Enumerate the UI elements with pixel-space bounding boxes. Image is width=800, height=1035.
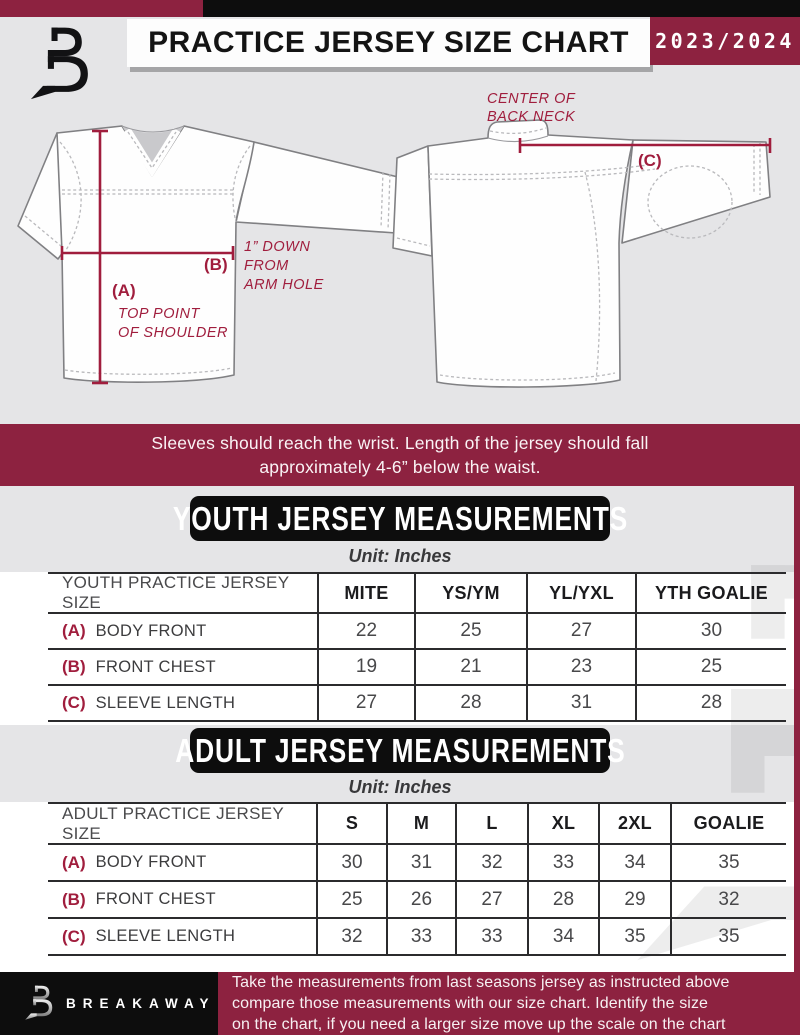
youth-table-header-ylyxl: YL/YXL: [526, 574, 635, 614]
fit-notice-line1: Sleeves should reach the wrist. Length of the jersey should fall: [151, 433, 649, 453]
adult-unit-label: Unit: Inches: [348, 777, 452, 797]
table-cell: 26: [386, 882, 455, 919]
table-cell: 30: [635, 614, 786, 650]
adult-table-header-m: M: [386, 804, 455, 845]
table-cell: 19: [317, 650, 414, 686]
adult-table-header-2xl: 2XL: [598, 804, 670, 845]
table-cell: 25: [635, 650, 786, 686]
table-cell: 32: [455, 845, 527, 882]
youth-table-header-label: YOUTH PRACTICE JERSEY SIZE: [48, 574, 317, 614]
table-cell: 25: [316, 882, 386, 919]
table-cell: 33: [527, 845, 598, 882]
table-cell: 34: [598, 845, 670, 882]
page-title: PRACTICE JERSEY SIZE CHART: [148, 26, 629, 59]
adult-size-table: [48, 802, 786, 956]
label-c-note-line1: CENTER OF: [487, 91, 576, 107]
table-cell: 28: [527, 882, 598, 919]
table-cell: 22: [317, 614, 414, 650]
youth-table-header-goalie: YTH GOALIE: [635, 574, 786, 614]
youth-row-label-front-chest: (B) FRONT CHEST: [48, 650, 317, 686]
jersey-measurement-diagram: [0, 80, 800, 425]
youth-table-header-mite: MITE: [317, 574, 414, 614]
youth-row-label-sleeve-length: (C) SLEEVE LENGTH: [48, 686, 317, 722]
label-c-note-line2: BACK NECK: [487, 109, 576, 125]
table-cell: 35: [670, 845, 786, 882]
footer-instructions-panel: [218, 972, 800, 1035]
table-cell: 32: [316, 919, 386, 956]
right-accent-strip: [794, 486, 800, 972]
table-cell: 27: [317, 686, 414, 722]
adult-row-label-sleeve-length: (C) SLEEVE LENGTH: [48, 919, 316, 956]
label-c: (C): [638, 151, 662, 170]
front-jersey-illustration: [18, 126, 398, 383]
label-a: (A): [112, 281, 136, 300]
adult-table-header-goalie: GOALIE: [670, 804, 786, 845]
table-cell: 31: [526, 686, 635, 722]
table-cell: 30: [316, 845, 386, 882]
season-badge: [650, 17, 800, 65]
top-black-bar: [203, 0, 800, 17]
back-jersey-illustration: [393, 91, 770, 387]
adult-table-header-label: ADULT PRACTICE JERSEY SIZE: [48, 804, 316, 845]
youth-unit-label: Unit: Inches: [348, 546, 452, 566]
table-cell: 35: [670, 919, 786, 956]
table-cell: 23: [526, 650, 635, 686]
adult-row-label-front-chest: (B) FRONT CHEST: [48, 882, 316, 919]
table-cell: 32: [670, 882, 786, 919]
fit-notice-banner: [0, 424, 800, 486]
table-cell: 35: [598, 919, 670, 956]
youth-row-label-body-front: (A) BODY FRONT: [48, 614, 317, 650]
adult-row-label-body-front: (A) BODY FRONT: [48, 845, 316, 882]
label-a-note-line1: TOP POINT: [118, 306, 200, 322]
footer-instructions: [218, 972, 730, 1035]
table-cell: 25: [414, 614, 526, 650]
adult-section-heading-banner: [174, 728, 626, 773]
table-cell: 31: [386, 845, 455, 882]
footer-brand-name: BREAKAWAY: [66, 996, 216, 1011]
footer-instructions-line1: Take the measurements from last seasons jersey as instructed above: [232, 974, 730, 991]
youth-section-heading: YOUTH JERSEY MEASUREMENTS: [172, 499, 628, 537]
footer-instructions-line3: on the chart, if you need a larger size move up the scale on the chart: [232, 1016, 726, 1033]
table-cell: 28: [414, 686, 526, 722]
label-b: (B): [204, 255, 228, 274]
top-maroon-bar: [0, 0, 203, 17]
adult-table-header-s: S: [316, 804, 386, 845]
season-label: 2023/2024: [655, 29, 795, 53]
table-cell: 21: [414, 650, 526, 686]
footer-instructions-line2: compare those measurements with our size chart. Identify the size: [232, 995, 709, 1012]
label-b-note-line1: 1” DOWN: [244, 239, 311, 255]
label-b-note-line3: ARM HOLE: [244, 277, 324, 293]
footer-b-logo-icon: [24, 984, 54, 1022]
table-cell: 33: [386, 919, 455, 956]
youth-size-table: [48, 572, 786, 722]
table-cell: 34: [527, 919, 598, 956]
youth-table-header-ysym: YS/YM: [414, 574, 526, 614]
adult-table-header-l: L: [455, 804, 527, 845]
label-a-note-line2: OF SHOULDER: [118, 325, 228, 341]
adult-table-header-xl: XL: [527, 804, 598, 845]
title-banner: [127, 19, 650, 67]
table-cell: 27: [526, 614, 635, 650]
table-cell: 27: [455, 882, 527, 919]
youth-section-heading-banner: [172, 496, 628, 541]
table-cell: 29: [598, 882, 670, 919]
table-cell: 33: [455, 919, 527, 956]
table-cell: 28: [635, 686, 786, 722]
fit-notice-line2: approximately 4-6” below the waist.: [259, 457, 541, 477]
label-b-note-line2: FROM: [244, 258, 289, 274]
adult-section-heading: ADULT JERSEY MEASUREMENTS: [174, 731, 626, 769]
